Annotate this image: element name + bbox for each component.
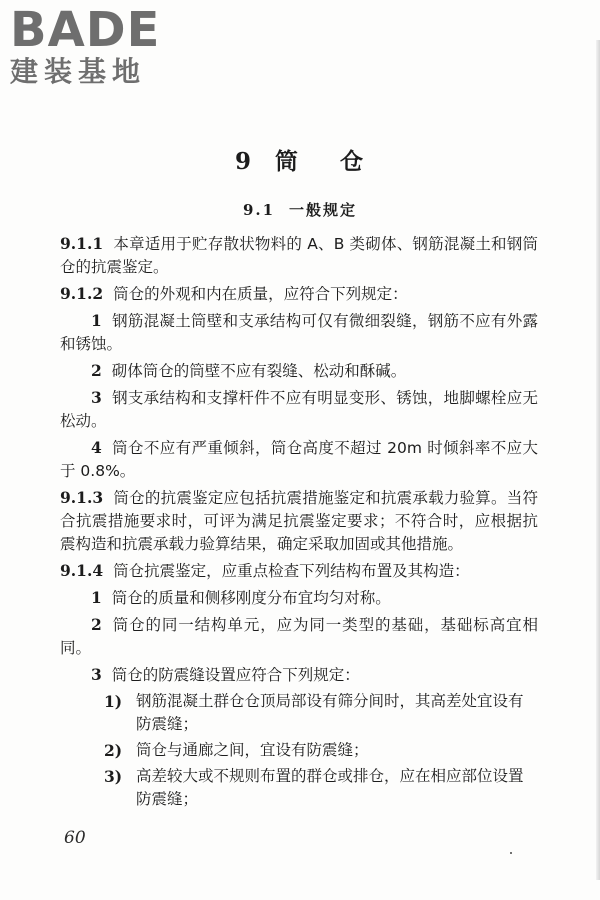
sub-item-number: 3)	[104, 767, 123, 786]
clause-text: 筒仓的抗震鉴定应包括抗震措施鉴定和抗震承载力验算。当符合抗震措施要求时，可评为满足抗震鉴定要求；不符合时，应根据抗震构造和抗震承载力验算结果，确定采取加固或其他措施。	[60, 489, 538, 553]
watermark-logo	[10, 4, 180, 92]
clause-number: 9.1.4	[60, 561, 104, 580]
item-number: 1	[91, 588, 102, 607]
sub-item	[60, 739, 538, 762]
item-number: 4	[91, 438, 102, 457]
body-text	[60, 232, 538, 814]
section-heading: 一般规定	[289, 201, 358, 219]
logo-brand: BADE	[10, 2, 161, 58]
clause-number: 9.1.3	[60, 488, 104, 507]
item-text: 筒仓的防震缝设置应符合下列规定：	[111, 666, 360, 684]
list-item	[60, 359, 538, 383]
clause-text: 本章适用于贮存散状物料的 A、B 类砌体、钢筋混凝土和钢筒仓的抗震鉴定。	[60, 235, 538, 276]
sub-item	[60, 690, 538, 736]
item-number: 3	[91, 388, 102, 407]
clause-9-1-3	[60, 486, 538, 556]
list-item	[60, 586, 538, 610]
item-number: 2	[91, 615, 102, 634]
clause-number: 9.1.2	[60, 284, 104, 303]
list-item	[60, 309, 538, 356]
chapter-word-2: 仓	[340, 148, 365, 175]
clause-9-1-1	[60, 232, 538, 279]
section-number: 9.1	[242, 201, 276, 219]
list-item	[60, 386, 538, 433]
sub-item-text: 高差较大或不规则布置的群仓或排仓，应在相应部位设置防震缝；	[136, 767, 524, 808]
sub-item-text: 钢筋混凝土群仓仓顶局部设有筛分间时，其高差处宜设有防震缝；	[136, 692, 524, 733]
item-number: 3	[91, 665, 102, 684]
item-text: 筒仓的同一结构单元，应为同一类型的基础，基础标高宜相同。	[60, 616, 538, 657]
chapter-number: 9	[234, 148, 253, 175]
sub-item-text: 筒仓与通廊之间，宜设有防震缝；	[136, 741, 369, 759]
list-item	[60, 436, 538, 483]
list-item	[60, 613, 538, 660]
sub-item-number: 1)	[104, 692, 123, 711]
list-item	[60, 663, 538, 687]
item-number: 2	[91, 361, 102, 380]
scan-speck	[510, 852, 512, 854]
item-text: 钢支承结构和支撑杆件不应有明显变形、锈蚀，地脚螺栓应无松动。	[60, 389, 538, 430]
item-text: 筒仓的质量和侧移刚度分布宜均匀对称。	[111, 589, 391, 607]
clause-9-1-2	[60, 282, 538, 306]
clause-number: 9.1.1	[60, 234, 104, 253]
sub-item	[60, 765, 538, 811]
item-number: 1	[91, 311, 102, 330]
chapter-word-1: 筒	[275, 148, 300, 175]
section-title	[0, 199, 600, 220]
clause-text: 筒仓抗震鉴定，应重点检查下列结构布置及其构造：	[113, 562, 470, 580]
chapter-title	[0, 143, 600, 176]
clause-9-1-4	[60, 559, 538, 583]
logo-subtitle: 建装基地	[10, 55, 147, 88]
item-text: 钢筋混凝土筒壁和支承结构可仅有微细裂缝，钢筋不应有外露和锈蚀。	[60, 312, 538, 353]
clause-text: 筒仓的外观和内在质量，应符合下列规定：	[113, 285, 408, 303]
sub-item-number: 2)	[104, 741, 123, 760]
item-text: 筒仓不应有严重倾斜，筒仓高度不超过 20m 时倾斜率不应大于 0.8%。	[60, 439, 538, 480]
page-number: 60	[64, 828, 86, 848]
item-text: 砌体筒仓的筒壁不应有裂缝、松动和酥碱。	[111, 362, 407, 380]
